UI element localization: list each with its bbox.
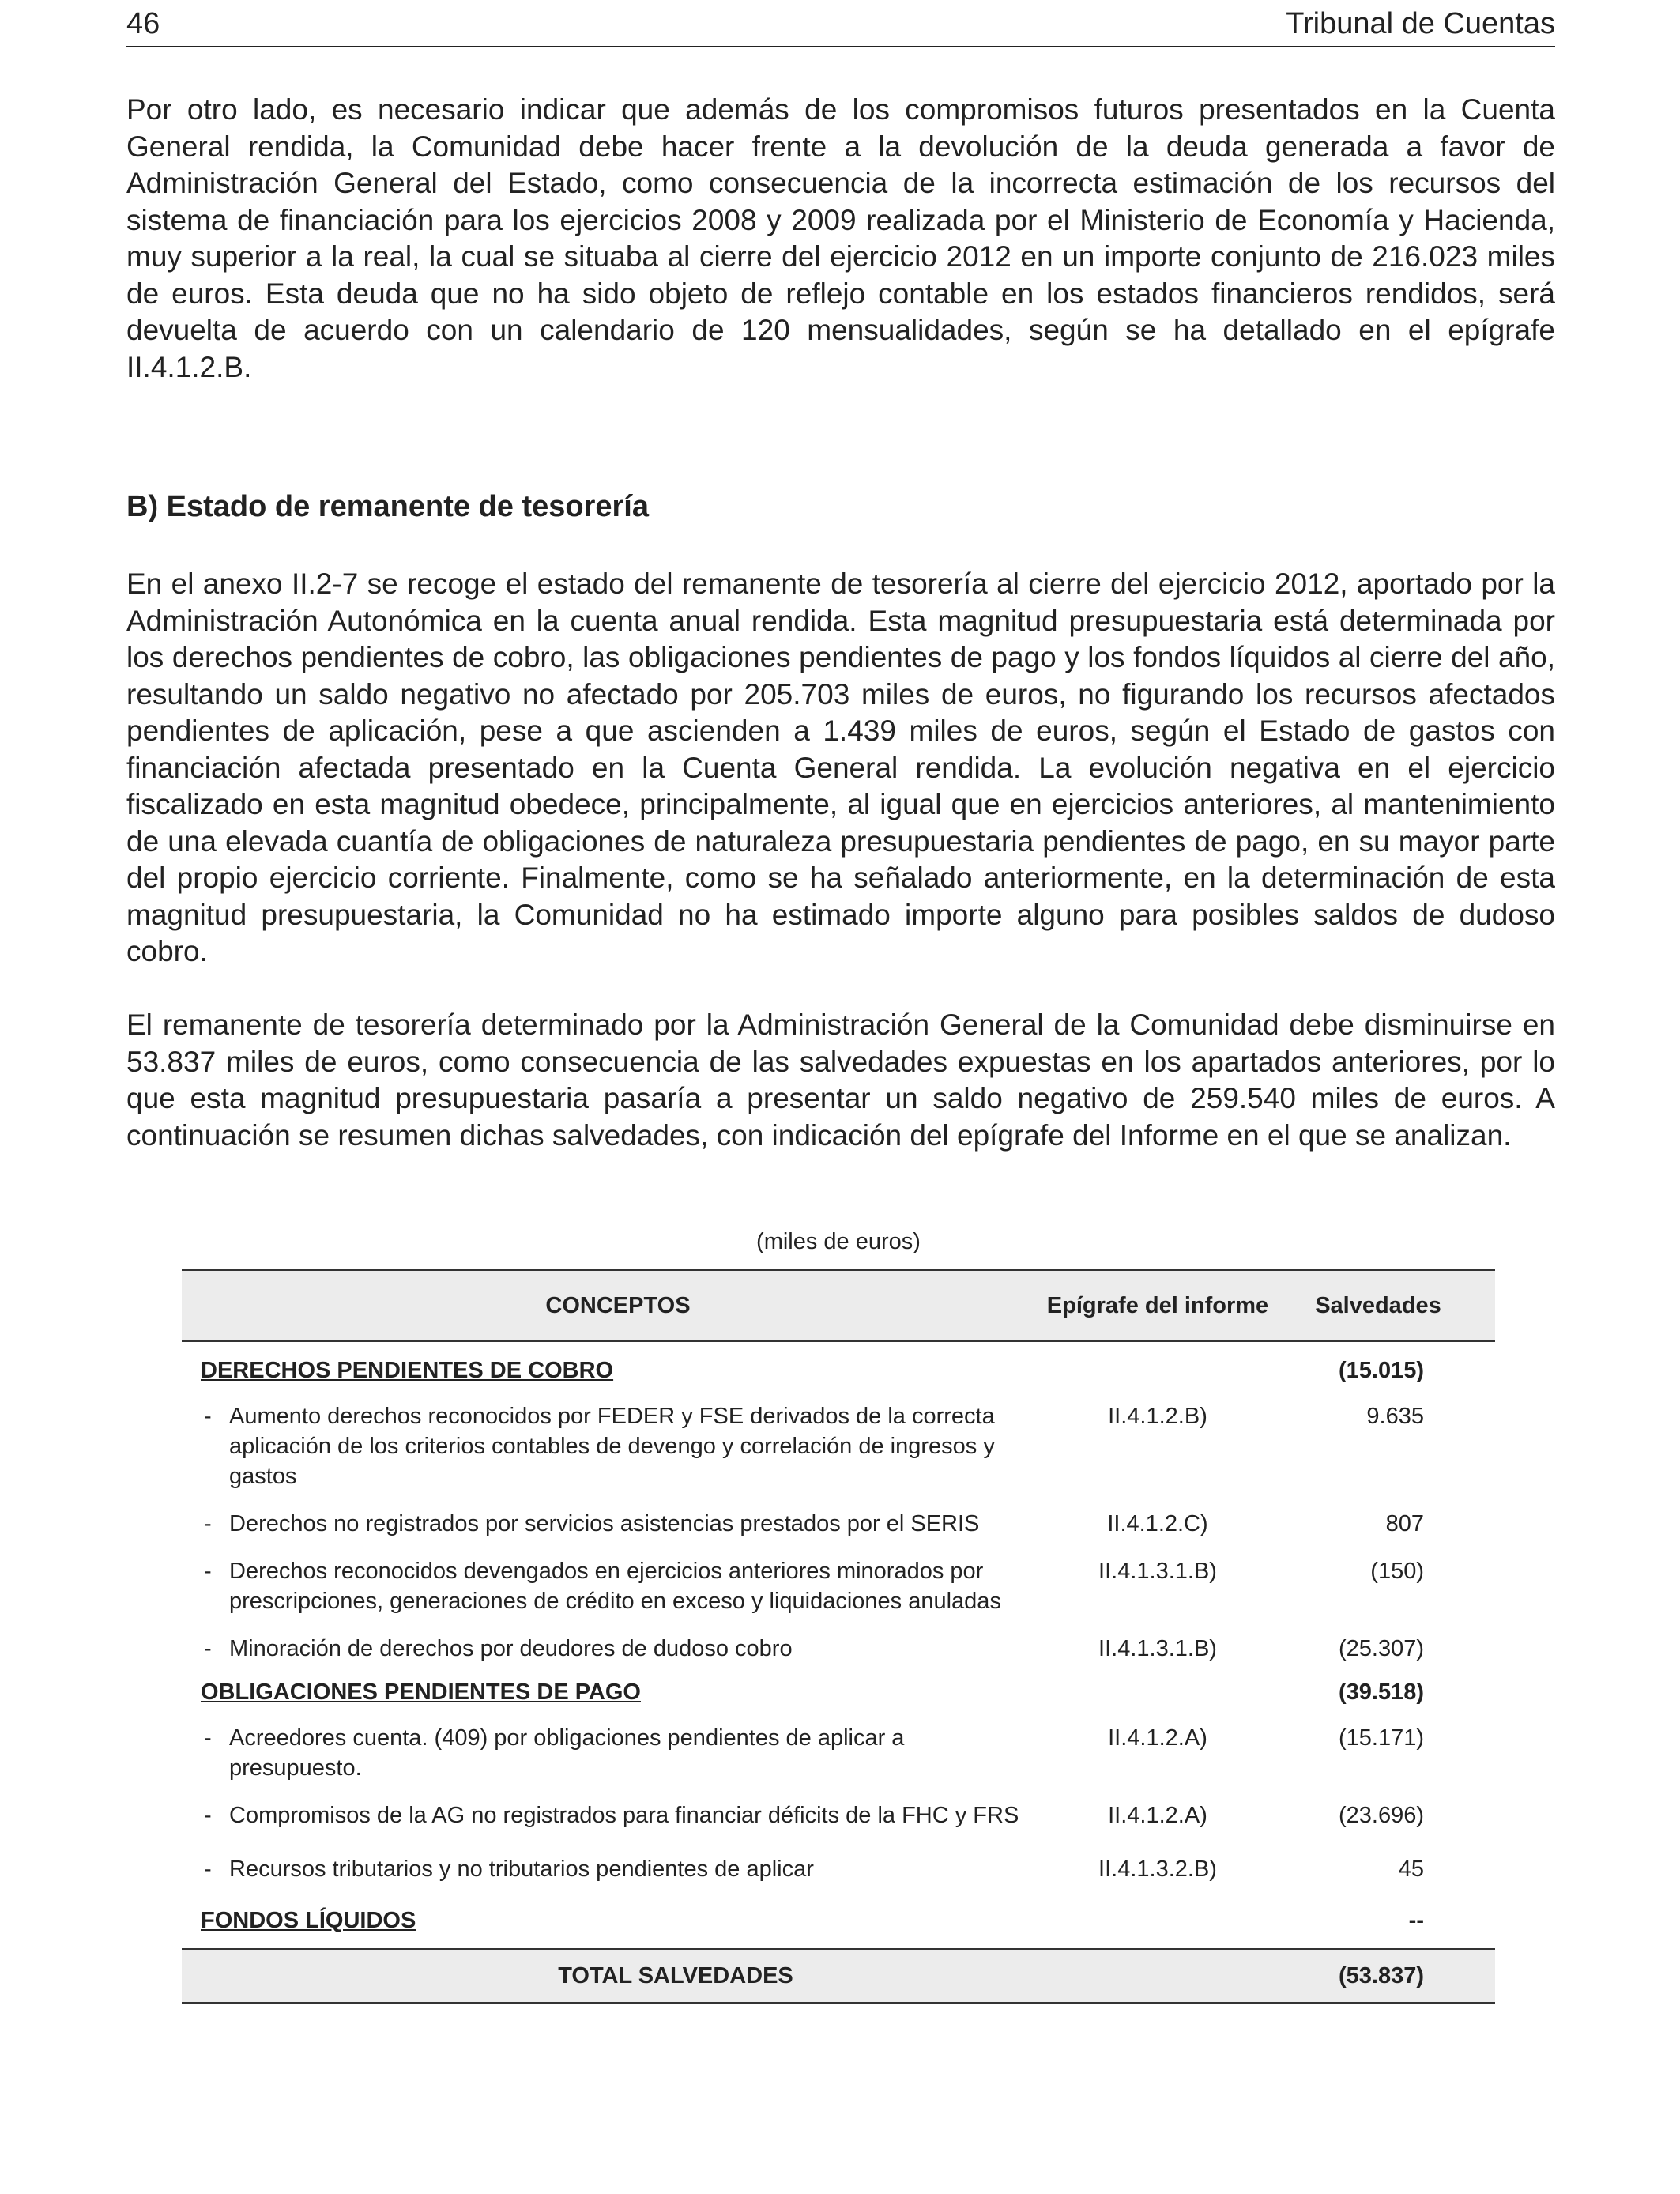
row-concept: Minoración de derechos por deudores de dudoso cobro [229,1636,793,1661]
section-title: FONDOS LÍQUIDOS [201,1908,416,1933]
section-heading: B) Estado de remanente de tesorería [126,490,649,523]
row-epigraph: II.4.1.2.B) [1108,1404,1207,1429]
header-qualifications: Salvedades [1315,1292,1441,1318]
total-value: (53.837) [1338,1962,1424,1989]
units-note: (miles de euros) [756,1229,921,1254]
section-value: (39.518) [1338,1679,1424,1705]
table-header [182,1269,1495,1342]
page-number: 46 [126,7,160,40]
section-value: -- [1408,1908,1424,1933]
row-concept: Acreedores cuenta. (409) por obligaciones pendientes de aplicar a presupuesto. [229,1725,905,1781]
row-concept: Aumento derechos reconocidos por FEDER y FSE derivados de la correcta aplicación de los criterios contables de devengo y correlación de ingresos y gastos [229,1404,995,1489]
table-row [182,1509,1495,1539]
paragraph-adjustment: El remanente de tesorería determinado por la Administración General de la Comunidad debe disminuirse en 53.837 miles de euros, como consecuencia de las salvedades expuestas en los apartados anteriores, por lo que esta magnitud presupuestaria pasaría a presentar un saldo negativo de 259.540 miles de euros. A continuación se resumen dichas salvedades, con indicación del epígrafe del Informe en el que se analizan. [126,1008,1555,1152]
table-row [182,1556,1495,1616]
section-row [182,1358,1495,1384]
row-epigraph: II.4.1.3.2.B) [1098,1857,1217,1882]
section-title: OBLIGACIONES PENDIENTES DE PAGO [201,1679,641,1705]
bullet-dash: - [204,1857,212,1882]
page-header [126,8,1555,47]
header-concepts: CONCEPTOS [545,1292,691,1318]
institution-name: Tribunal de Cuentas [1286,7,1555,40]
section-title: DERECHOS PENDIENTES DE COBRO [201,1358,614,1383]
section-row [182,1908,1495,1934]
bullet-dash: - [204,1559,212,1584]
row-epigraph: II.4.1.3.1.B) [1098,1559,1217,1584]
row-concept: Compromisos de la AG no registrados para financiar déficits de la FHC y FRS [229,1803,1019,1828]
bullet-dash: - [204,1636,212,1661]
bullet-dash: - [204,1404,212,1429]
row-epigraph: II.4.1.3.1.B) [1098,1636,1217,1661]
table-row [182,1800,1495,1830]
section-row [182,1679,1495,1706]
total-label: TOTAL SALVEDADES [558,1962,793,1989]
table-row [182,1723,1495,1783]
bullet-dash: - [204,1511,212,1536]
row-epigraph: II.4.1.2.A) [1108,1803,1207,1828]
row-value: 45 [1398,1857,1424,1882]
row-value: (23.696) [1338,1803,1424,1828]
header-epigraph: Epígrafe del informe [1046,1292,1269,1318]
table-row [182,1634,1495,1664]
qualifications-table [182,1269,1495,2004]
paragraph-treasury: En el anexo II.2-7 se recoge el estado del remanente de tesorería al cierre del ejercicio 2012, aportado por la Administración Autonómica en la cuenta anual rendida. Esta magnitud presupuestaria está determinada por los derechos pendientes de cobro, las obligaciones pendientes de pago y los fondos líquidos al cierre del año, resultando un saldo negativo no afectado por 205.703 miles de euros, no figurando los recursos afectados pendientes de aplicación, pese a que ascienden a 1.439 miles de euros, según el Estado de gastos con financiación afectada presentado en la Cuenta General rendida. La evolución negativa en el ejercicio fiscalizado en esta magnitud obedece, principalmente, al igual que en ejercicios anteriores, al mantenimiento de una elevada cuantía de obligaciones de naturaleza presupuestaria pendientes de pago, en su mayor parte del propio ejercicio corriente. Finalmente, como se ha señalado anteriormente, en la determinación de esta magnitud presupuestaria, la Comunidad no ha estimado importe alguno para posibles saldos de dudoso cobro. [126,567,1555,967]
row-concept: Derechos no registrados por servicios asistencias prestados por el SERIS [229,1511,980,1536]
table-row [182,1854,1495,1884]
row-concept: Recursos tributarios y no tributarios pendientes de aplicar [229,1857,814,1882]
section-value: (15.015) [1338,1358,1424,1383]
total-row [182,1948,1495,2004]
row-epigraph: II.4.1.2.C) [1107,1511,1208,1536]
row-value: (150) [1370,1559,1424,1584]
row-value: 807 [1385,1511,1424,1536]
table-row [182,1401,1495,1491]
bullet-dash: - [204,1725,212,1751]
row-epigraph: II.4.1.2.A) [1108,1725,1207,1751]
row-value: 9.635 [1366,1404,1424,1429]
row-value: (15.171) [1338,1725,1424,1751]
paragraph-debt: Por otro lado, es necesario indicar que además de los compromisos futuros presentados en la Cuenta General rendida, la Comunidad debe hacer frente a la devolución de la deuda generada a favor de Administración General del Estado, como consecuencia de la incorrecta estimación de los recursos del sistema de financiación para los ejercicios 2008 y 2009 realizada por el Ministerio de Economía y Hacienda, muy superior a la real, la cual se situaba al cierre del ejercicio 2012 en un importe conjunto de 216.023 miles de euros. Esta deuda que no ha sido objeto de reflejo contable en los estados financieros rendidos, será devuelta de acuerdo con un calendario de 120 mensualidades, según se ha detallado en el epígrafe II.4.1.2.B. [126,93,1555,383]
bullet-dash: - [204,1803,212,1828]
row-concept: Derechos reconocidos devengados en ejercicios anteriores minorados por prescripciones, generaciones de crédito en exceso y liquidaciones anuladas [229,1559,1001,1614]
row-value: (25.307) [1338,1636,1424,1661]
